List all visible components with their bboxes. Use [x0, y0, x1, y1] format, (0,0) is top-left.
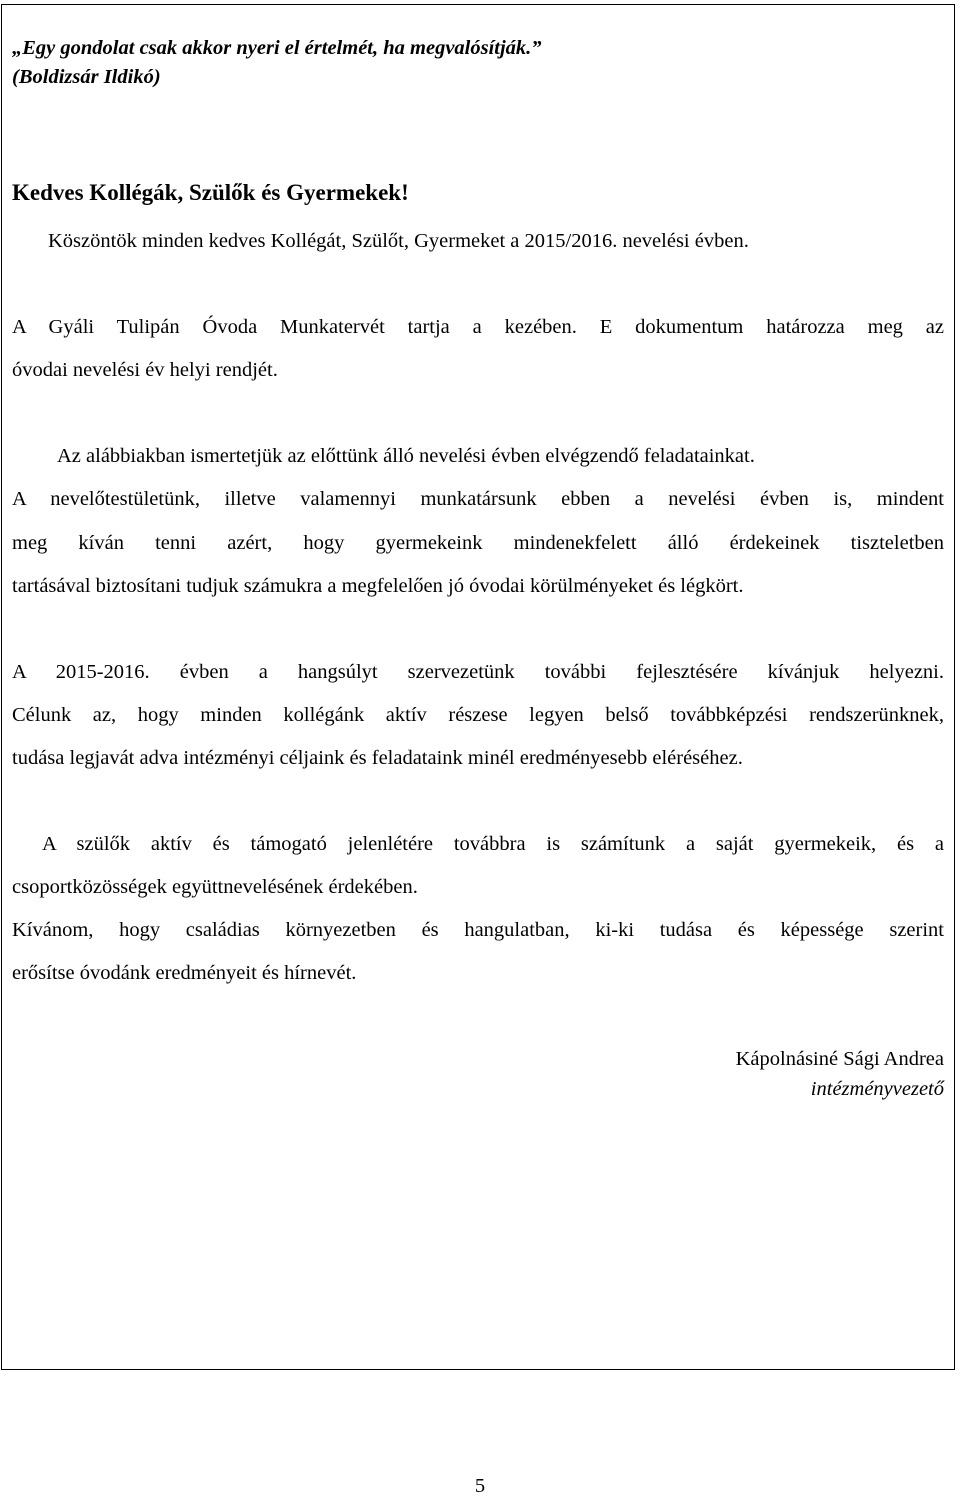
paragraph-line: Célunk az, hogy minden kollégánk aktív részese legyen belső továbbképzési rendszerünknek,: [12, 704, 944, 726]
paragraph-line: A szülők aktív és támogató jelenlétére továbbra is számítunk a saját gyermekeik, és a: [42, 833, 944, 855]
paragraph-line: A nevelőtestületünk, illetve valamennyi munkatársunk ebben a nevelési évben is, mindent: [12, 488, 944, 510]
paragraph-line: Az alábbiakban ismertetjük az előttünk álló nevelési évben elvégzendő feladatainkat.: [57, 445, 755, 467]
motto-author: (Boldizsár Ildikó): [12, 66, 161, 88]
paragraph-line: csoportközösségek együttnevelésének érdekében.: [12, 876, 418, 898]
paragraph-line: tartásával biztosítani tudjuk számukra a megfelelően jó óvodai körülményeket és légkört.: [12, 575, 744, 597]
signature-name: Kápolnásiné Sági Andrea: [735, 1048, 944, 1070]
page-frame: [1, 4, 955, 1370]
paragraph-line: meg kíván tenni azért, hogy gyermekeink mindenekfelett álló érdekeinek tiszteletben: [12, 532, 944, 554]
greeting-heading: Kedves Kollégák, Szülők és Gyermekek!: [12, 180, 409, 205]
page-number: 5: [474, 1475, 486, 1497]
signature-title: intézményvezető: [810, 1078, 944, 1100]
paragraph-line: erősítse óvodánk eredményeit és hírnevét.: [12, 962, 357, 984]
paragraph-line: tudása legjavát adva intézményi céljaink és feladataink minél eredményesebb eléréséhez.: [12, 747, 743, 769]
paragraph-line: A Gyáli Tulipán Óvoda Munkatervét tartja a kezében. E dokumentum határozza meg az: [12, 316, 944, 338]
motto-quote: „Egy gondolat csak akkor nyeri el értelmét, ha megvalósítják.”: [12, 37, 542, 59]
paragraph-line-welcome: Köszöntök minden kedves Kollégát, Szülőt, Gyermeket a 2015/2016. nevelési évben.: [48, 230, 749, 252]
paragraph-line: Kívánom, hogy családias környezetben és hangulatban, ki-ki tudása és képessége szerint: [12, 919, 944, 941]
paragraph-line: óvodai nevelési év helyi rendjét.: [12, 359, 278, 381]
paragraph-line: A 2015-2016. évben a hangsúlyt szervezetünk további fejlesztésére kívánjuk helyezni.: [12, 661, 944, 683]
